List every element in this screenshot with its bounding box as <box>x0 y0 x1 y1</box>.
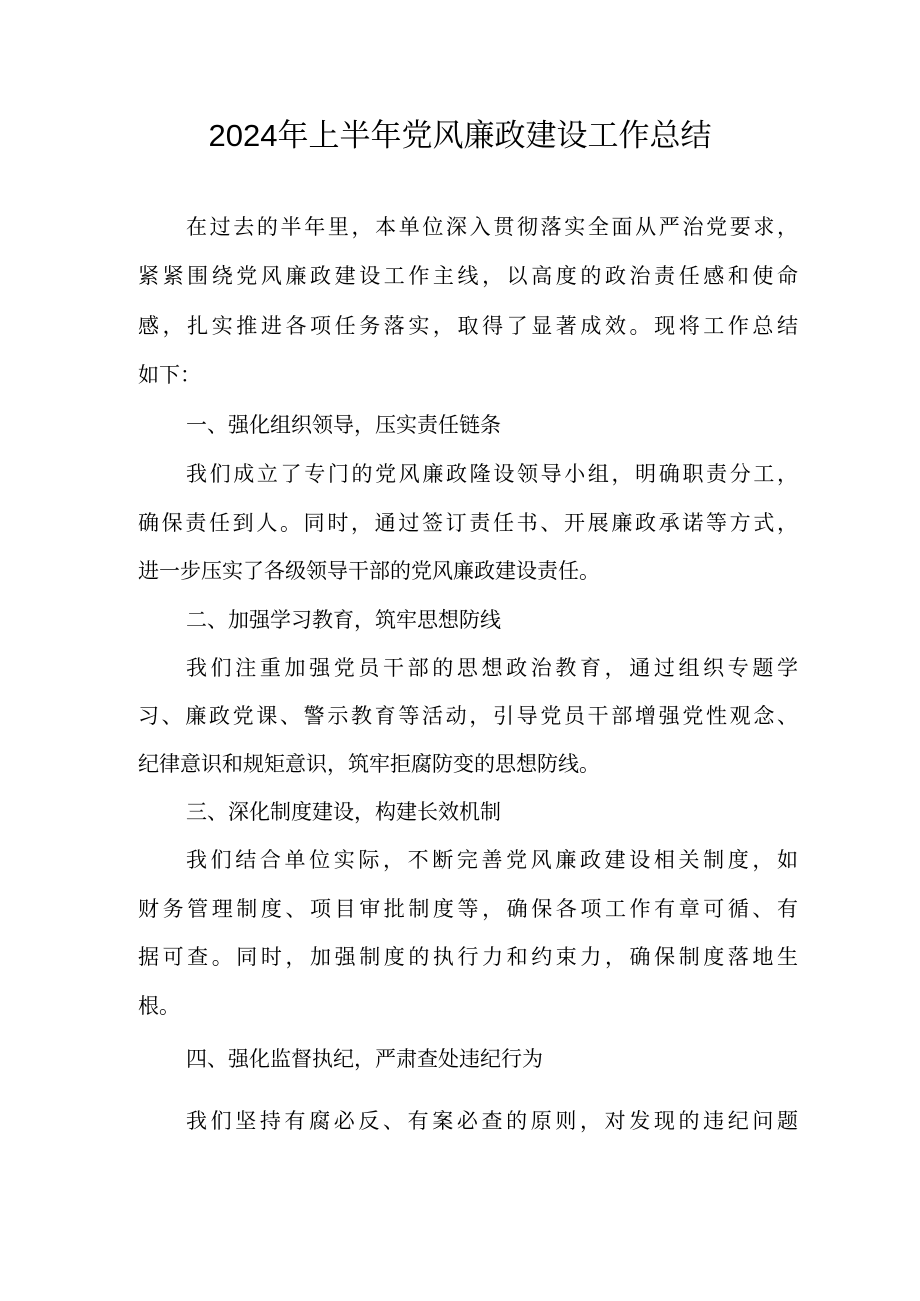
section-line: 我们成立了专门的党风廉政隆设领导小组，明确职责分工， <box>186 462 798 486</box>
section-line: 确保责任到人。同时，通过签订责任书、开展廉政承诺等方式， <box>138 511 798 535</box>
intro-line: 在过去的半年里，本单位深入贯彻落实全面从严治党要求， <box>186 215 798 239</box>
section-line: 纪律意识和规矩意识，筑牢拒腐防变的思想防线。 <box>138 752 600 776</box>
section-line: 我们注重加强党员干部的思想政治教育，通过组织专题学 <box>186 656 798 680</box>
section-line: 财务管理制度、项目审批制度等，确保各项工作有章可循、有 <box>138 897 798 921</box>
section-line: 根。 <box>138 994 180 1018</box>
section-heading: 二、加强学习教育，筑牢思想防线 <box>186 608 501 632</box>
section-line: 习、廉政党课、警示教育等活动，引导党员干部增强党性观念、 <box>138 704 798 728</box>
section-line: 进一步压实了各级领导干部的党风廉政建设责任。 <box>138 559 600 583</box>
section-line: 我们结合单位实际，不断完善党风廉政建设相关制度，如 <box>186 848 798 872</box>
section-heading: 一、强化组织领导，压实责任链条 <box>186 413 501 437</box>
section-line: 据可查。同时，加强制度的执行力和约束力，确保制度落地生 <box>138 945 798 969</box>
intro-line: 紧紧围绕党风廉政建设工作主线，以高度的政治责任感和使命 <box>138 264 798 288</box>
section-heading: 三、深化制度建设，构建长效机制 <box>186 800 501 824</box>
section-heading: 四、强化监督执纪，严肃查处违纪行为 <box>186 1047 543 1071</box>
intro-line: 如下： <box>138 363 201 387</box>
intro-line: 感，扎实推进各项任务落实，取得了显著成效。现将工作总结 <box>138 314 798 338</box>
page-title: 2024年上半年党风廉政建设工作总结 <box>208 118 712 153</box>
section-line: 我们坚持有腐必反、有案必查的原则，对发现的违纪问题 <box>186 1109 798 1133</box>
